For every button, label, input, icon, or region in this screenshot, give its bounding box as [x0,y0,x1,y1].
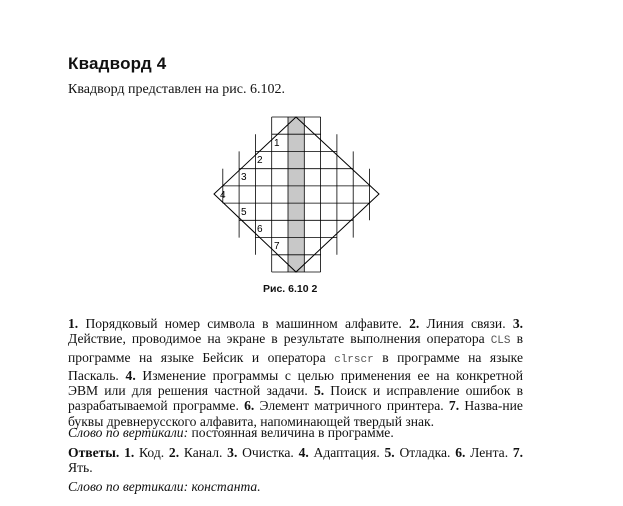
vertical-answer [68,479,523,494]
answer-6-number: 6. [455,445,466,460]
vertical-clue-label: Слово по вертикали: [68,425,189,440]
clue-3-number: 3. [512,316,524,331]
answer-3-number: 3. [227,445,238,460]
clue-7-number: 7. [448,398,460,414]
clue-6-number: 6. [244,398,255,414]
answer-4-text: Адаптация. [313,445,380,460]
vertical-answer-label: Слово по вертикали: [68,479,189,494]
cell-number-2: 2 [257,155,263,166]
cell-numbers [220,138,280,252]
code-cls: CLS [490,335,511,348]
cell-number-3: 3 [241,172,247,183]
clue-3-text-b: в программе на языке Бейсик и оператора [68,331,523,365]
answer-1-text: Код. [139,445,165,460]
answer-5-text: Отладка. [399,445,451,460]
clues-paragraph [68,316,523,429]
figure-caption: Рис. 6.10 2 [263,283,318,295]
answer-7-number: 7. [512,445,524,460]
clue-2-text: Линия связи. [426,316,506,331]
code-clrscr: clrscr [334,353,374,366]
answer-5-number: 5. [384,445,395,460]
answer-7-text: Ять. [68,460,93,476]
clue-2-number: 2. [409,316,420,331]
cell-number-5: 5 [241,207,247,218]
intro-text: Квадворд представлен на рис. 6.102. [68,82,285,97]
vertical-clue [68,425,523,440]
answer-1-number: 1. [124,445,135,460]
answer-6-text: Лента. [470,445,509,460]
answers-paragraph [68,445,523,476]
clue-5-number: 5. [313,383,325,399]
page-title: Квадворд 4 [68,54,167,73]
clue-5-text: Поиск и исправление ошибок в разрабатываемой программе. [68,383,523,414]
clue-6-text: Элемент матричного принтера. [259,398,444,414]
clue-1-number: 1. [68,316,79,331]
clue-7-text: Назва-ние буквы древнерусского алфавита, напоминающей твердый знак. [68,398,523,429]
clue-4-text: Изменение программы с целью применения ее на конкретной ЭВМ или для решения частной задачи. [68,367,523,399]
cell-number-6: 6 [257,224,263,235]
clue-3-text-a: Действие, проводимое на экране в результате выполнения оператора [68,331,485,347]
cell-number-1: 1 [274,138,280,149]
cell-number-4: 4 [220,190,226,201]
answer-2-text: Канал. [183,445,223,460]
vertical-clue-text: постоянная величина в программе. [191,425,394,440]
clue-3-text-c: в программе на языке Паскаль. [68,349,523,383]
crossword-grid [214,117,379,272]
answer-3-text: Очистка. [242,445,294,460]
answer-4-number: 4. [298,445,309,460]
vertical-word-column [288,117,304,272]
answer-2-number: 2. [168,445,180,460]
cell-number-7: 7 [274,241,280,252]
clue-4-number: 4. [125,367,136,383]
clue-1-text: Порядковый номер символа в машинном алфавите. [85,316,402,331]
answers-label: Ответы. [68,445,120,460]
vertical-answer-word: константа. [191,479,261,494]
